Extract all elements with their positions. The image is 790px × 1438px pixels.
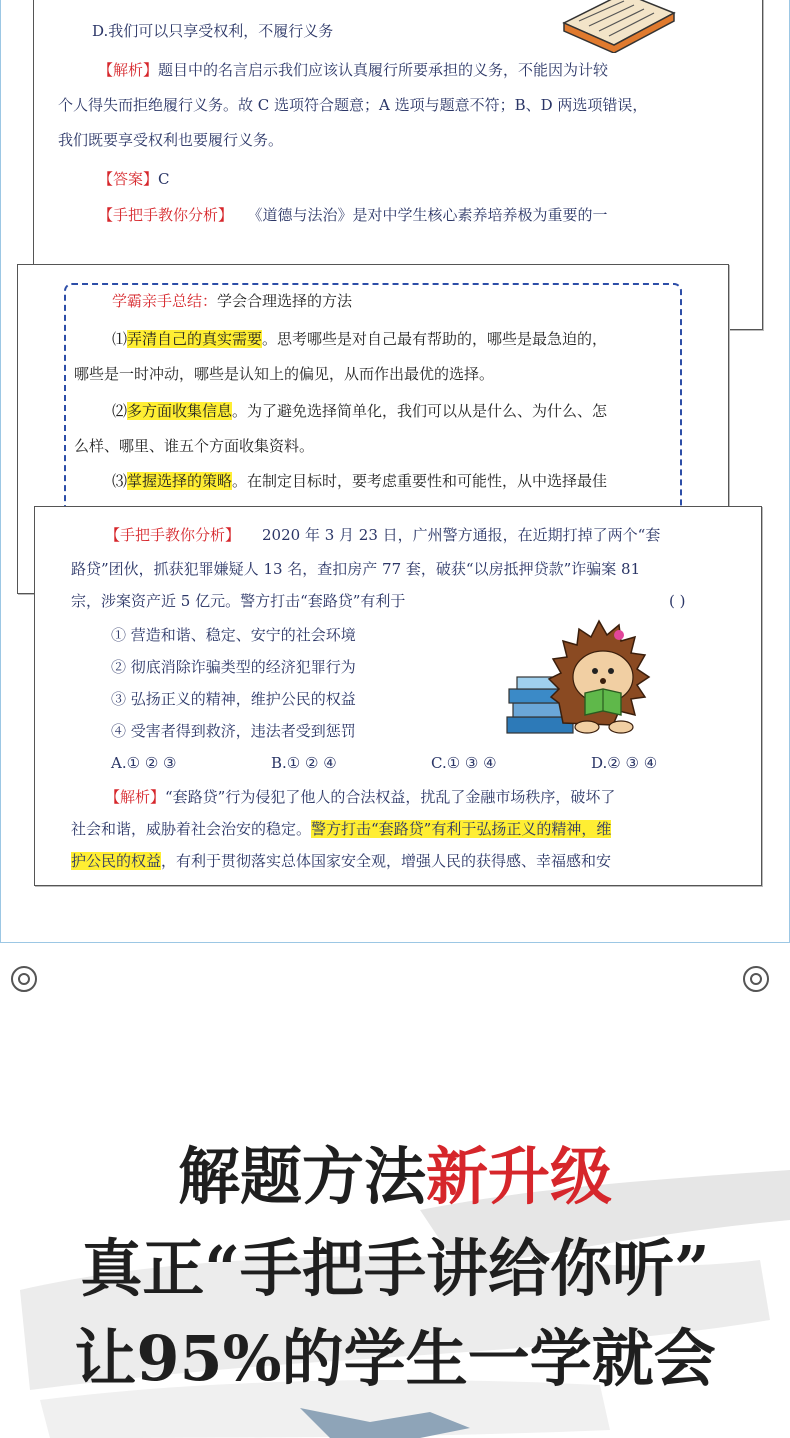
- guide-text: 《道德与法治》是对中学生核心素养培养极为重要的一: [255, 206, 608, 224]
- question-line-2: 路贷”团伙，抓获犯罪嫌疑人 13 名，查扣房产 77 套，破获“以房抵押贷款”诈骗案 81: [71, 560, 641, 578]
- option-item-3: ③ 弘扬正义的精神，维护公民的权益: [111, 690, 356, 708]
- option-item-4: ④ 受害者得到救济，违法者受到惩罚: [111, 722, 356, 740]
- book-page-3: [34, 506, 762, 886]
- option-item-1: ① 营造和谐、稳定、安宁的社会环境: [111, 626, 356, 644]
- analysis-2-line-2: 社会和谐，威胁着社会治安的稳定。: [71, 820, 312, 838]
- choice-b: B.① ② ④: [271, 754, 337, 772]
- question-line-1: 2020 年 3 月 23 日，广州警方通报，在近期打掉了两个“套: [262, 526, 661, 544]
- binder-ring-left-icon: [11, 966, 37, 992]
- book-illustration-icon: [554, 0, 684, 53]
- choice-a: A.① ② ③: [111, 754, 177, 772]
- point-2-text: 。为了避免选择简单化，我们可以从是什么、为什么、怎: [232, 402, 608, 420]
- headline-line-1: [0, 1140, 790, 1214]
- headline-line-3: 让95%的学生一学就会: [74, 1322, 716, 1395]
- headline-line-1-dark: 解题方法: [177, 1140, 426, 1213]
- headline-line-1-red: 新升级: [426, 1140, 613, 1213]
- summary-label: 学霸亲手总结：: [112, 292, 218, 310]
- analysis-line-1: 题目中的名言启示我们应该认真履行所要承担的义务，不能因为计较: [158, 61, 609, 79]
- guide-label: 【手把手教你分析】: [98, 206, 234, 224]
- analysis-2-line-3: ，有利于贯彻落实总体国家安全观，增强人民的获得感、幸福感和安: [161, 852, 612, 870]
- summary-title: 学会合理选择的方法: [217, 292, 353, 310]
- point-1-text: 。思考哪些是对自己最有帮助的，哪些是最急迫的，: [262, 330, 608, 348]
- analysis-2-line-1: “套路贷”行为侵犯了他人的合法权益，扰乱了金融市场秩序，破坏了: [165, 788, 616, 806]
- hedgehog-reading-icon: [503, 593, 671, 743]
- binder-ring-right-icon: [743, 966, 769, 992]
- option-item-2: ② 彻底消除诈骗类型的经济犯罪行为: [111, 658, 356, 676]
- point-3-text: 。在制定目标时，要考虑重要性和可能性，从中选择最佳: [232, 472, 608, 490]
- answer-blank: ( ): [669, 592, 686, 610]
- analysis-line-2: 个人得失而拒绝履行义务。故 C 选项符合题意；A 选项与题意不符；B、D 两选项错误，: [58, 96, 648, 114]
- option-d: D.我们可以只享受权利，不履行义务: [92, 22, 334, 40]
- choice-c: C.① ③ ④: [431, 754, 497, 772]
- analysis-line-3: 我们既要享受权利也要履行义务。: [58, 131, 284, 149]
- analysis-label: 【解析】: [98, 61, 159, 79]
- question-line-3: 宗，涉案资产近 5 亿元。警方打击“套路贷”有利于: [71, 592, 406, 610]
- answer-value: C: [158, 170, 170, 188]
- point-2-number: ⑵: [112, 402, 128, 420]
- point-2-highlight: 多方面收集信息: [127, 402, 233, 420]
- point-2-line-2: 么样、哪里、谁五个方面收集资料。: [74, 437, 315, 455]
- analysis-2-highlight-2: 护公民的权益: [71, 852, 162, 870]
- guide-label-2: 【手把手教你分析】: [105, 526, 241, 544]
- point-1-number: ⑴: [112, 330, 128, 348]
- headline-line-2: 真正“手把手讲给你听”: [80, 1232, 710, 1305]
- choice-d: D.② ③ ④: [591, 754, 658, 772]
- point-1-line-2: 哪些是一时冲动，哪些是认知上的偏见，从而作出最优的选择。: [74, 365, 495, 383]
- point-3-highlight: 掌握选择的策略: [127, 472, 233, 490]
- point-3-number: ⑶: [112, 472, 128, 490]
- point-1-highlight: 弄清自己的真实需要: [127, 330, 263, 348]
- analysis-2-highlight-1: 警方打击“套路贷”有利于弘扬正义的精神，维: [311, 820, 612, 838]
- answer-label: 【答案】: [98, 170, 159, 188]
- analysis-label-2: 【解析】: [105, 788, 166, 806]
